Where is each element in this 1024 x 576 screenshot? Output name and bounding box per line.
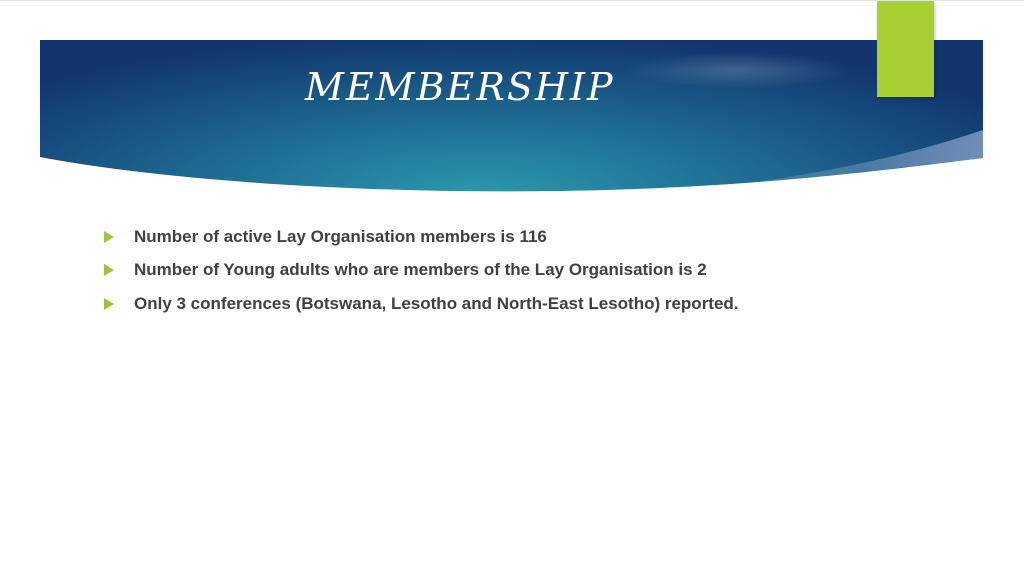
triangle-right-icon — [104, 231, 114, 243]
bullet-text: Number of active Lay Organisation members is 116 — [134, 226, 547, 246]
triangle-right-icon — [104, 298, 114, 310]
bullet-text: Only 3 conferences (Botswana, Lesotho and North-East Lesotho) reported. — [134, 293, 739, 313]
bullet-list — [104, 220, 739, 321]
slide-title: MEMBERSHIP — [305, 65, 615, 109]
list-item — [104, 287, 739, 321]
triangle-right-icon — [104, 264, 114, 276]
bullet-text: Number of Young adults who are members of the Lay Organisation is 2 — [134, 260, 707, 280]
accent-tab — [877, 1, 934, 97]
list-item — [104, 220, 739, 254]
list-item — [104, 254, 739, 288]
